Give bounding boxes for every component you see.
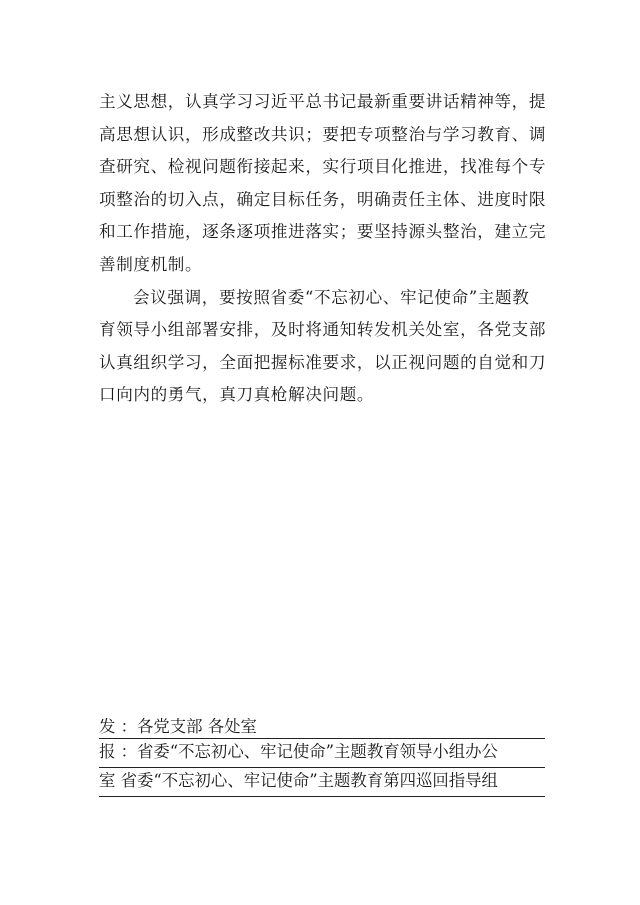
paragraph-line: 查研究、检视问题衔接起来，实行项目化推进，找准每个专 xyxy=(99,157,547,177)
body-text xyxy=(99,86,549,412)
paragraph-line: 主义思想，认真学习习近平总书记最新重要讲话精神等，提 xyxy=(99,92,547,111)
paragraph-line: 和工作措施，逐条逐项推进落实；要坚持源头整治，建立完 xyxy=(99,222,547,242)
report-to-line-2: 室 省委“不忘初心、牢记使命”主题教育第四巡回指导组 xyxy=(99,768,545,797)
paragraph-line: 认真组织学习，全面把握标准要求，以正视问题的自觉和刀 xyxy=(99,352,547,372)
paragraph-line: 高思想认识，形成整改共识；要把专项整治与学习教育、调 xyxy=(99,124,547,144)
report-to-line-1: 报 ：省委“不忘初心、牢记使命”主题教育领导小组办公 xyxy=(99,739,545,768)
paragraph-line: 会议强调，要按照省委“不忘初心、牢记使命”主题教 xyxy=(133,287,530,307)
send-to-line: 发 ：各党支部 各处室 xyxy=(99,714,545,739)
paragraph-line: 善制度机制。 xyxy=(99,254,203,274)
paragraph-line: 项整治的切入点，确定目标任务，明确责任主体、进度时限 xyxy=(99,189,547,209)
paragraph-line: 育领导小组部署安排，及时将通知转发机关处室，各党支部 xyxy=(99,320,547,340)
paragraph-line: 口向内的勇气，真刀真枪解决问题。 xyxy=(99,385,375,405)
distribution-footer xyxy=(99,714,545,797)
